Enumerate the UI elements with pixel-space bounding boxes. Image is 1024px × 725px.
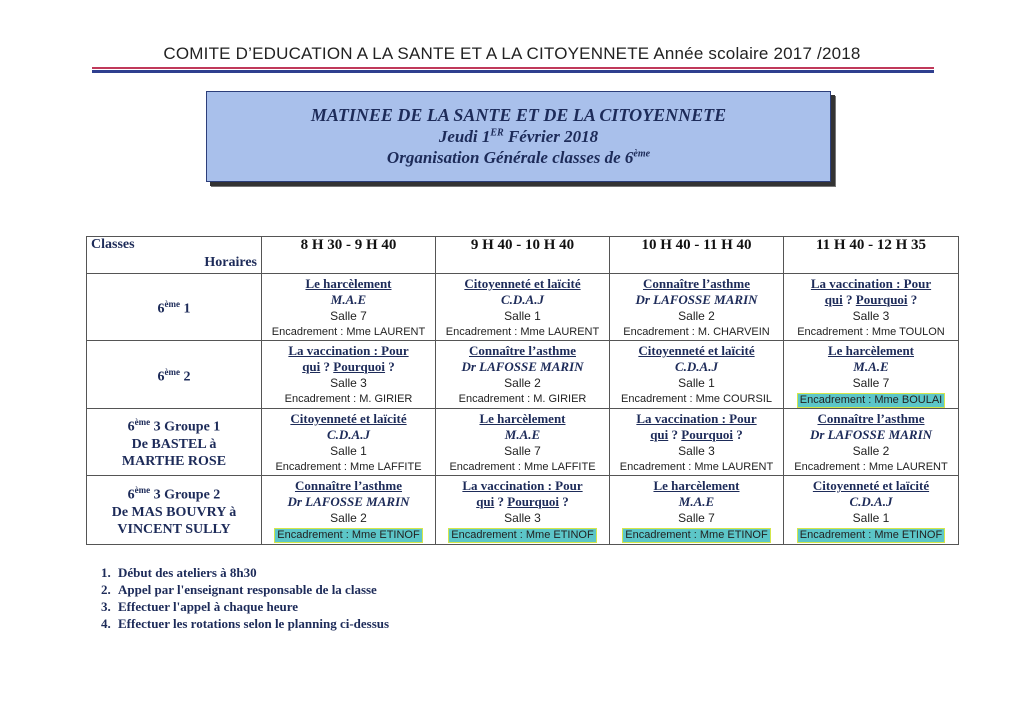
session-title: La vaccination : Pour xyxy=(810,276,932,291)
session-cell xyxy=(610,409,784,476)
corner-horaires: Horaires xyxy=(204,255,257,270)
row-label-sup: ème xyxy=(134,485,151,496)
session-title: La vaccination : Pour xyxy=(636,411,757,426)
session-title-part: ? xyxy=(385,359,395,374)
title-line-3 xyxy=(207,148,830,168)
session-speaker: M.A.E xyxy=(504,427,541,442)
row-label xyxy=(87,341,262,409)
session-title: Connaître l’asthme xyxy=(817,411,925,426)
row-label-sub: De MAS BOUVRY à VINCENT SULLY xyxy=(111,504,237,537)
title-date-post: Février 2018 xyxy=(503,127,599,146)
row-label-sup: ème xyxy=(164,299,180,310)
session-title-part: Pourquoi xyxy=(681,427,734,442)
session-cell xyxy=(436,476,610,545)
session-supervisor: Encadrement : Mme LAURENT xyxy=(619,461,774,473)
session-speaker: C.D.A.J xyxy=(849,494,893,509)
session-room: Salle 3 xyxy=(504,511,541,525)
session-cell xyxy=(784,409,959,476)
session-cell xyxy=(784,476,959,545)
session-cell xyxy=(610,476,784,545)
time-header: 9 H 40 - 10 H 40 xyxy=(436,237,610,274)
session-supervisor: Encadrement : M. CHARVEIN xyxy=(623,326,770,338)
session-room: Salle 1 xyxy=(330,444,367,458)
session-room: Salle 1 xyxy=(504,309,541,323)
session-cell xyxy=(610,341,784,409)
instruction-item: 2. Appel par l'enseignant responsable de la classe xyxy=(114,581,389,598)
session-room: Salle 1 xyxy=(852,511,890,525)
session-room: Salle 1 xyxy=(678,376,715,390)
session-cell xyxy=(436,341,610,409)
session-cell xyxy=(784,341,959,409)
session-title-part: ? xyxy=(494,494,508,509)
session-supervisor: Encadrement : Mme TOULON xyxy=(797,326,945,338)
session-room: Salle 2 xyxy=(330,511,367,525)
instruction-item: 4. Effectuer les rotations selon le planning ci-dessus xyxy=(114,615,389,632)
title-line-1: MATINEE DE LA SANTE ET DE LA CITOYENNETE xyxy=(310,105,727,125)
session-room: Salle 7 xyxy=(852,376,890,390)
session-supervisor: Encadrement : Mme LAURENT xyxy=(445,326,600,338)
session-title-line2 xyxy=(610,427,783,443)
row-label-rest: 1 xyxy=(180,301,191,317)
time-header: 10 H 40 - 11 H 40 xyxy=(610,237,784,274)
session-room: Salle 3 xyxy=(330,376,367,390)
session-title-part: Pourquoi xyxy=(333,359,386,374)
session-title-part: Pourquoi xyxy=(855,292,908,307)
session-supervisor: Encadrement : Mme COURSIL xyxy=(621,393,772,405)
session-room: Salle 2 xyxy=(678,309,715,323)
session-supervisor: Encadrement : Mme LAFFITE xyxy=(449,461,596,473)
session-speaker: C.D.A.J xyxy=(327,427,370,442)
session-title: Le harcèlement xyxy=(305,276,392,291)
session-supervisor-highlighted: Encadrement : Mme ETINOF xyxy=(622,528,770,543)
session-title: Citoyenneté et laïcité xyxy=(464,276,581,291)
session-cell xyxy=(436,409,610,476)
session-title-part: ? xyxy=(907,292,918,307)
session-title: Citoyenneté et laïcité xyxy=(638,343,755,358)
row-label-num: 6 xyxy=(157,301,165,317)
schedule-table xyxy=(86,236,959,545)
session-title: La vaccination : Pour xyxy=(288,343,409,358)
session-room: Salle 2 xyxy=(504,376,541,390)
corner-classes: Classes xyxy=(91,237,135,252)
session-room: Salle 7 xyxy=(330,309,367,323)
instructions-list xyxy=(92,564,389,632)
title-org-pre: Organisation Générale classes de 6 xyxy=(386,148,634,167)
session-title-part: ? xyxy=(559,494,569,509)
session-room: Salle 2 xyxy=(852,444,890,458)
table-row xyxy=(87,476,959,545)
session-room: Salle 3 xyxy=(678,444,715,458)
session-cell xyxy=(262,341,436,409)
row-label-num: 6 xyxy=(127,419,135,435)
session-title: Le harcèlement xyxy=(479,411,566,426)
row-label-num: 6 xyxy=(157,369,165,385)
session-speaker: Dr LAFOSSE MARIN xyxy=(809,427,933,442)
session-speaker: Dr LAFOSSE MARIN xyxy=(461,359,584,374)
session-title-line2 xyxy=(436,494,609,510)
session-speaker: Dr LAFOSSE MARIN xyxy=(287,494,410,509)
title-date-pre: Jeudi 1 xyxy=(438,127,491,146)
header-rule-red xyxy=(92,67,934,69)
row-label-sup: ème xyxy=(134,417,151,428)
session-supervisor: Encadrement : M. GIRIER xyxy=(284,393,413,405)
row-label xyxy=(87,476,262,545)
table-row xyxy=(87,409,959,476)
row-label xyxy=(87,274,262,341)
session-title-part: ? xyxy=(842,292,856,307)
session-speaker: M.A.E xyxy=(853,359,889,374)
session-title-part: ? xyxy=(733,427,743,442)
row-label-num: 6 xyxy=(127,487,135,503)
session-supervisor: Encadrement : Mme LAURENT xyxy=(271,326,426,338)
header-rule-blue xyxy=(92,70,934,73)
row-label-sub: De BASTEL à MARTHE ROSE xyxy=(121,436,227,469)
session-title-part: qui xyxy=(302,359,321,374)
instruction-item: 3. Effectuer l'appel à chaque heure xyxy=(114,598,389,615)
session-title: Connaître l’asthme xyxy=(468,343,576,358)
session-title: La vaccination : Pour xyxy=(462,478,583,493)
session-title: Citoyenneté et laïcité xyxy=(812,478,930,493)
session-title-part: qui xyxy=(650,427,669,442)
session-supervisor-highlighted: Encadrement : Mme BOULAI xyxy=(797,393,945,408)
session-cell xyxy=(262,274,436,341)
row-label-rest: 3 Groupe 1 xyxy=(150,419,221,435)
session-cell xyxy=(436,274,610,341)
table-row xyxy=(87,341,959,409)
session-speaker: M.A.E xyxy=(330,292,367,307)
session-supervisor: Encadrement : M. GIRIER xyxy=(458,393,587,405)
session-cell xyxy=(262,476,436,545)
session-title-part: ? xyxy=(668,427,682,442)
session-supervisor-highlighted: Encadrement : Mme ETINOF xyxy=(274,528,422,543)
session-title-part: ? xyxy=(320,359,334,374)
session-title-part: Pourquoi xyxy=(507,494,560,509)
session-title-part: qui xyxy=(824,292,843,307)
session-speaker: Dr LAFOSSE MARIN xyxy=(635,292,758,307)
row-label-rest: 3 Groupe 2 xyxy=(150,487,221,503)
time-header: 8 H 30 - 9 H 40 xyxy=(262,237,436,274)
title-date-sup: ER xyxy=(490,127,504,139)
session-title: Le harcèlement xyxy=(827,343,915,358)
session-supervisor-highlighted: Encadrement : Mme ETINOF xyxy=(797,528,945,543)
session-cell xyxy=(784,274,959,341)
session-title-line2 xyxy=(784,292,958,308)
session-room: Salle 7 xyxy=(504,444,541,458)
session-supervisor: Encadrement : Mme LAFFITE xyxy=(275,461,422,473)
session-room: Salle 3 xyxy=(852,309,890,323)
session-supervisor-highlighted: Encadrement : Mme ETINOF xyxy=(448,528,596,543)
session-speaker: C.D.A.J xyxy=(501,292,544,307)
title-org-sup: ème xyxy=(633,148,651,160)
session-speaker: M.A.E xyxy=(678,494,715,509)
session-title: Le harcèlement xyxy=(653,478,740,493)
instruction-item: 1. Début des ateliers à 8h30 xyxy=(114,564,389,581)
session-title-part: qui xyxy=(476,494,495,509)
session-title: Connaître l’asthme xyxy=(642,276,750,291)
table-row xyxy=(87,274,959,341)
session-cell xyxy=(262,409,436,476)
session-cell xyxy=(610,274,784,341)
session-speaker: C.D.A.J xyxy=(675,359,718,374)
row-label-sup: ème xyxy=(164,366,180,377)
row-label xyxy=(87,409,262,476)
session-title: Connaître l’asthme xyxy=(294,478,402,493)
session-title: Citoyenneté et laïcité xyxy=(290,411,407,426)
session-supervisor: Encadrement : Mme LAURENT xyxy=(794,461,948,473)
corner-header xyxy=(87,237,262,274)
title-box xyxy=(206,91,831,182)
document-header: COMITE D’EDUCATION A LA SANTE ET A LA CITOYENNETE Année scolaire 2017 /2018 xyxy=(163,44,861,63)
row-label-rest: 2 xyxy=(180,369,191,385)
session-room: Salle 7 xyxy=(678,511,715,525)
session-title-line2 xyxy=(262,359,435,375)
title-line-2 xyxy=(207,127,830,147)
time-header: 11 H 40 - 12 H 35 xyxy=(784,237,959,274)
